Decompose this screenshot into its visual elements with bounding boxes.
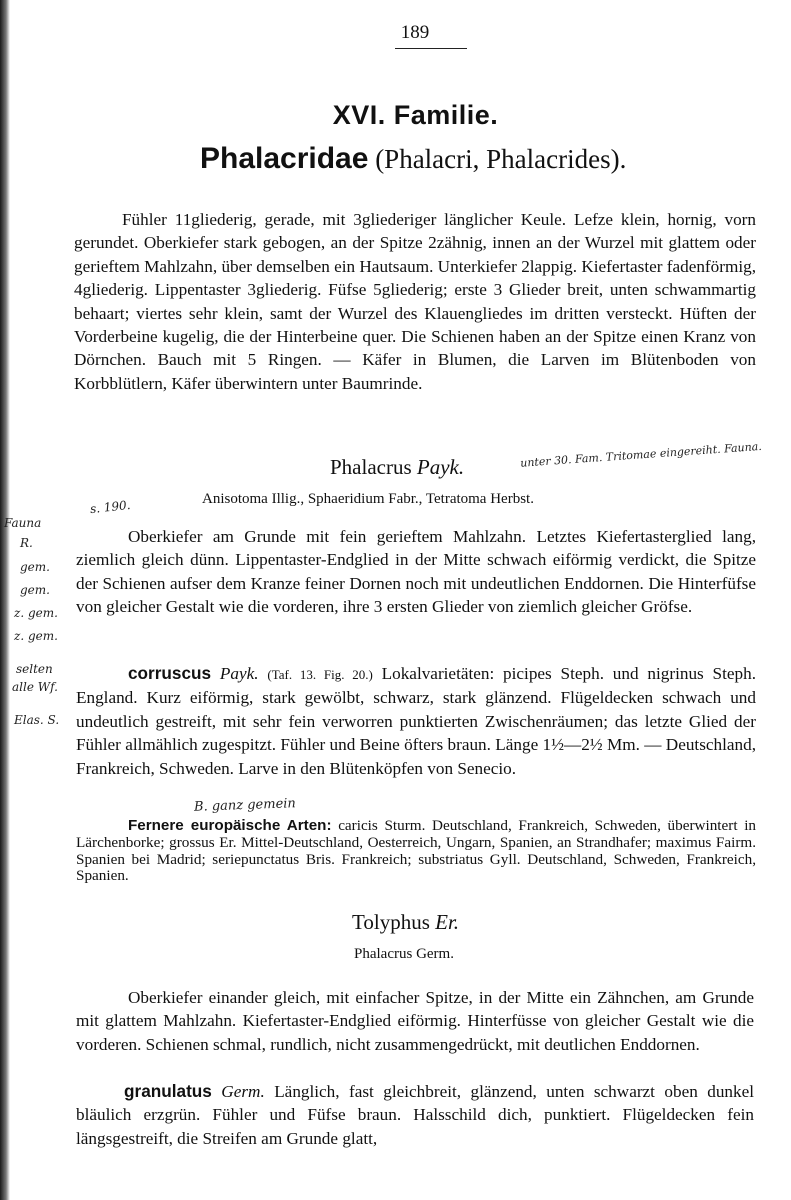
- plate-reference: (Taf. 13. Fig. 20.): [267, 667, 373, 682]
- margin-note: gem.: [20, 583, 50, 597]
- handwritten-species-note: B. ganz gemein: [193, 796, 297, 815]
- page-number-rule: [395, 48, 467, 49]
- genus-author: Payk.: [416, 455, 465, 479]
- other-species-label: Fernere europäische Arten:: [128, 817, 332, 834]
- species-name: corruscus: [128, 663, 212, 683]
- family-title-bold: Phalacridae: [200, 142, 369, 175]
- genus2-name: Tolyphus: [352, 910, 430, 934]
- page-number: 189: [400, 22, 430, 43]
- handwritten-synonym-note: s. 190.: [89, 497, 132, 517]
- species2-author: Germ.: [221, 1082, 265, 1101]
- species2-text: Länglich, fast gleichbreit, glänzend, unten schwarzt oben dunkel bläulich erzgrün. Fühler und Füfse braun. Halsschild dich, punktiert. Flügeldecken fein längsgestreift, die Streifen am Grunde glatt,: [76, 1082, 755, 1148]
- margin-note: Fauna: [4, 516, 42, 530]
- genus-description: Oberkiefer am Grunde mit fein gerieftem Mahlzahn. Letztes Kiefertasterglied lang, ziemlich gleich dünn. Lippentaster-Endglied in der Mitte schwach eiförmig verdickt, die Spitze der Schienen aufser dem Kranze feiner Dornen noch mit undeutlichen Enddornen. Die Hinterfüfse von gleicher Gestalt wie die vorderen, ihre 3 ersten Glieder von ziemlich gleicher Gröfse.: [76, 527, 756, 617]
- margin-note: gem.: [20, 560, 50, 574]
- species-author: Payk.: [219, 664, 259, 683]
- species-entry-corruscus: [76, 662, 756, 780]
- genus-heading-phalacrus: [330, 455, 464, 480]
- species-text: Lokalvarietäten: picipes Steph. und nigrinus Steph. England. Kurz eiförmig, stark gewölbt, schwarz, stark glänzend. Flügeldecken schwach und undeutlich gestreift, mit sehr fein verworren punktierten Zwischenräumen; das letzte Glied der Fühler allmählich zugespitzt. Fühler und Beine öfters braun. Länge 1½—2½ Mm. — Deutschland, Frankreich, Schweden. Larve in den Blütenköpfen von Senecio.: [76, 664, 756, 778]
- genus2-description: Oberkiefer einander gleich, mit einfacher Spitze, in der Mitte ein Zähnchen, am Grunde mit glattem Mahlzahn. Kiefertaster-Endglied eiförmig. Hinterfüsse von gleicher Gestalt wie die vorderen. Schienen schmal, rundlich, nicht zusammengedrückt, mit deutlichen Enddornen.: [76, 988, 754, 1054]
- genus2-author: Er.: [435, 910, 460, 934]
- margin-note: R.: [20, 536, 33, 550]
- book-spine-shadow: [0, 0, 10, 1200]
- family-description: Fühler 11gliederig, gerade, mit 3gliederiger länglicher Keule. Lefze klein, hornig, vorn gerundet. Oberkiefer stark gebogen, an der Spitze 2zähnig, innen an der Wurzel mit glattem oder gerieftem Mahlzahn, über demselben ein Hautsaum. Unterkiefer 2lappig. Kiefertaster fadenförmig, 4gliederig. Lippentaster 3gliederig. Füfse 5gliederig; erste 3 Glieder breit, unten schwammartig behaart; viertes sehr klein, samt der Wurzel des Klauengliedes im dritten versteckt. Hüften der Vorderbeine kugelig, die der Hinterbeine quer. Die Schienen haben an der Spitze einen Kranz von Dörnchen. Bauch mit 5 Ringen. — Käfer in Blumen, die Larven im Blütenboden von Korbblütlern, Käfer überwintern unter Baumrinde.: [74, 210, 756, 393]
- species-entry-granulatus: [76, 1080, 754, 1150]
- other-species-text: caricis Sturm. Deutschland, Frankreich, Schweden, überwintert in Lärchenborke; grossus Er. Mittel-Deutschland, Oesterreich, Ungarn, Spanien, an Strandhafer; maximus Fairm. Spanien bei Madrid; seriepunctatus Bris. Frankreich; substriatus Gyll. Deutschland, Schweden, Frankreich, Spanien.: [76, 817, 757, 885]
- species2-name: granulatus: [124, 1081, 212, 1101]
- handwritten-genus-note: unter 30. Fam. Tritomae eingereiht. Fauna.: [519, 439, 763, 470]
- margin-note: Elas. S.: [14, 713, 60, 727]
- margin-note: z. gem.: [14, 629, 58, 643]
- genus-synonyms: Anisotoma Illig., Sphaeridium Fabr., Tetratoma Herbst.: [202, 491, 534, 507]
- genus-heading-tolyphus: [352, 910, 459, 935]
- other-species: [76, 818, 756, 885]
- margin-note: z. gem.: [14, 606, 58, 620]
- margin-note: alle Wf.: [12, 680, 58, 694]
- genus-name: Phalacrus: [330, 455, 412, 479]
- genus2-synonym: Phalacrus Germ.: [354, 946, 454, 962]
- family-title-rest: (Phalacri, Phalacrides).: [368, 144, 627, 174]
- family-title: [200, 142, 626, 176]
- margin-note: selten: [16, 662, 53, 676]
- family-heading: XVI. Familie.: [332, 100, 499, 130]
